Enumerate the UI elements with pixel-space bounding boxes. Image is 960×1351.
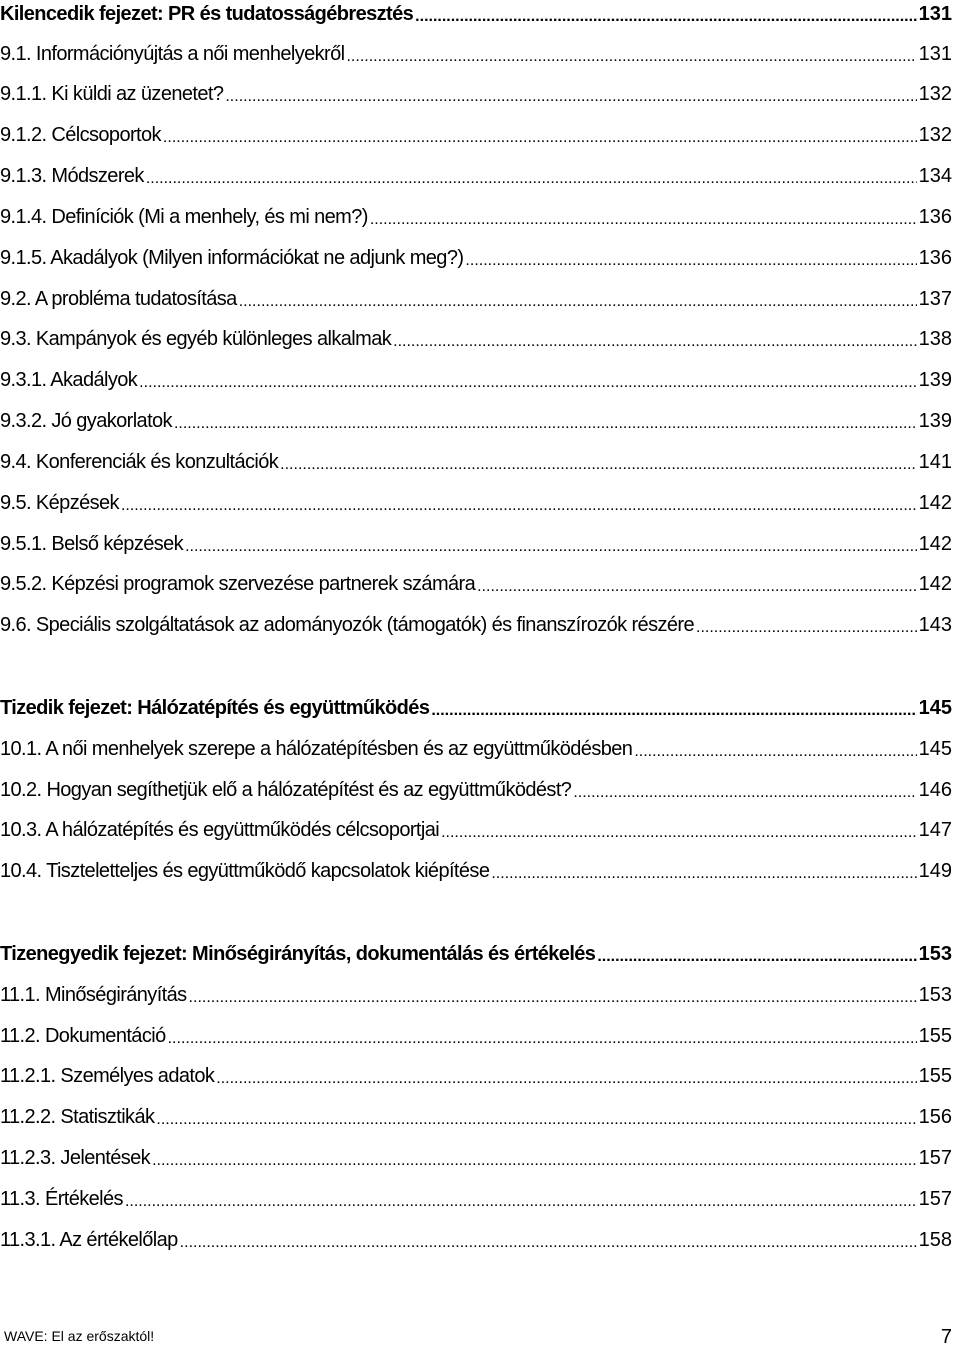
toc-entry[interactable] <box>0 731 960 761</box>
toc-leader-dots <box>491 859 916 883</box>
toc-page-number: 136 <box>918 206 952 228</box>
toc-page-number: 157 <box>918 1188 952 1210</box>
toc-page-number: 138 <box>918 328 952 350</box>
toc-entry-title: 9.3.1. Akadályok <box>0 369 138 391</box>
toc-entry-title: 9.1.4. Definíciók (Mi a menhely, és mi nem?) <box>0 206 368 228</box>
footer-title: WAVE: El az erőszaktól! <box>4 1328 155 1344</box>
toc-leader-dots <box>477 572 917 596</box>
toc-page-number: 145 <box>918 697 952 719</box>
toc-entry[interactable] <box>0 76 960 106</box>
toc-entry[interactable] <box>0 1181 960 1211</box>
toc-entry-title: 11.2.3. Jelentések <box>0 1147 151 1169</box>
toc-entry-title: 9.1. Információnyújtás a női menhelyekről <box>0 43 345 65</box>
toc-entry[interactable] <box>0 485 960 515</box>
toc-page-number: 145 <box>918 738 952 760</box>
toc-page-number: 132 <box>918 83 952 105</box>
toc-entry[interactable] <box>0 321 960 351</box>
toc-entry[interactable] <box>0 1222 960 1252</box>
toc-leader-dots <box>239 287 917 311</box>
footer-page-number: 7 <box>940 1326 952 1348</box>
toc-page-number: 153 <box>918 984 952 1006</box>
toc-leader-dots <box>139 368 916 392</box>
toc-entry-title: 9.3. Kampányok és egyéb különleges alkalmak <box>0 328 392 350</box>
toc-page-number: 132 <box>918 124 952 146</box>
toc-page-number: 131 <box>918 3 952 25</box>
toc-entry-title: 11.1. Minőségirányítás <box>0 984 187 1006</box>
toc-entry-title: 9.5.1. Belső képzések <box>0 533 184 555</box>
toc-entry[interactable] <box>0 444 960 474</box>
toc-page-number: 139 <box>918 410 952 432</box>
toc-leader-dots <box>370 205 917 229</box>
toc-leader-dots <box>441 818 917 842</box>
toc-leader-dots <box>156 1105 916 1129</box>
toc-leader-dots <box>146 164 917 188</box>
toc-entry[interactable] <box>0 772 960 802</box>
toc-leader-dots <box>346 42 916 66</box>
toc-chapter-heading[interactable] <box>0 690 960 720</box>
toc-page-number: 158 <box>918 1229 952 1251</box>
toc-leader-dots <box>225 82 916 106</box>
toc-entry-title: 11.2. Dokumentáció <box>0 1025 166 1047</box>
toc-entry-title: Tizedik fejezet: Hálózatépítés és együttműködés <box>0 697 430 719</box>
toc-entry-title: 11.3.1. Az értékelőlap <box>0 1229 178 1251</box>
toc-entry-title: 9.3.2. Jó gyakorlatok <box>0 410 172 432</box>
toc-leader-dots <box>634 737 916 761</box>
toc-entry[interactable] <box>0 158 960 188</box>
toc-leader-dots <box>597 942 916 966</box>
toc-page-number: 157 <box>918 1147 952 1169</box>
toc-chapter-heading[interactable] <box>0 936 960 966</box>
toc-leader-dots <box>216 1064 916 1088</box>
toc-entry-title: 9.2. A probléma tudatosítása <box>0 288 237 310</box>
toc-entry-title: Kilencedik fejezet: PR és tudatosságébresztés <box>0 3 414 25</box>
toc-entry[interactable] <box>0 117 960 147</box>
toc-page-number: 155 <box>918 1025 952 1047</box>
toc-page-number: 136 <box>918 247 952 269</box>
toc-page-number: 143 <box>918 614 952 636</box>
toc-entry-title: 9.1.1. Ki küldi az üzenetet? <box>0 83 224 105</box>
toc-leader-dots <box>573 778 916 802</box>
toc-entry-title: 9.1.3. Módszerek <box>0 165 144 187</box>
toc-entry[interactable] <box>0 1140 960 1170</box>
toc-entry-title: 9.5. Képzések <box>0 492 119 514</box>
toc-page-number: 137 <box>918 288 952 310</box>
toc-entry-title: 10.3. A hálózatépítés és együttműködés célcsoportjai <box>0 819 440 841</box>
toc-leader-dots <box>696 613 917 637</box>
toc-entry-title: 11.2.1. Személyes adatok <box>0 1065 215 1087</box>
toc-page-number: 147 <box>918 819 952 841</box>
toc-page-number: 146 <box>918 779 952 801</box>
toc-page-number: 131 <box>918 43 952 65</box>
toc-entry-title: 9.1.5. Akadályok (Milyen információkat ne adjunk meg?) <box>0 247 464 269</box>
toc-entry[interactable] <box>0 403 960 433</box>
toc-entry[interactable] <box>0 812 960 842</box>
toc-leader-dots <box>280 450 916 474</box>
toc-entry[interactable] <box>0 607 960 637</box>
toc-entry[interactable] <box>0 566 960 596</box>
toc-leader-dots <box>415 2 916 26</box>
toc-entry[interactable] <box>0 1058 960 1088</box>
toc-chapter-heading[interactable] <box>0 0 960 26</box>
toc-leader-dots <box>393 327 917 351</box>
toc-entry-title: 10.1. A női menhelyek szerepe a hálózatépítésben és az együttműködésben <box>0 738 633 760</box>
toc-entry[interactable] <box>0 240 960 270</box>
toc-entry[interactable] <box>0 853 960 883</box>
toc-entry[interactable] <box>0 1018 960 1048</box>
toc-leader-dots <box>152 1146 917 1170</box>
toc-page-number: 149 <box>918 860 952 882</box>
toc-leader-dots <box>121 491 917 515</box>
toc-page-number: 155 <box>918 1065 952 1087</box>
toc-page-number: 156 <box>918 1106 952 1128</box>
toc-entry[interactable] <box>0 199 960 229</box>
toc-entry-title: 10.2. Hogyan segíthetjük elő a hálózatépítést és az együttműködést? <box>0 779 572 801</box>
toc-entry-title: 9.4. Konferenciák és konzultációk <box>0 451 279 473</box>
toc-page-number: 142 <box>918 492 952 514</box>
toc-page-number: 153 <box>918 943 952 965</box>
toc-entry-title: 10.4. Tiszteletteljes és együttműködő kapcsolatok kiépítése <box>0 860 490 882</box>
toc-page-number: 139 <box>918 369 952 391</box>
toc-leader-dots <box>125 1187 917 1211</box>
toc-entry[interactable] <box>0 526 960 556</box>
toc-page-number: 142 <box>918 573 952 595</box>
toc-page-number: 134 <box>918 165 952 187</box>
toc-page-number: 141 <box>918 451 952 473</box>
toc-leader-dots <box>185 532 917 556</box>
toc-entry-title: 9.5.2. Képzési programok szervezése partnerek számára <box>0 573 476 595</box>
toc-leader-dots <box>465 246 916 270</box>
toc-leader-dots <box>189 983 917 1007</box>
toc-entry[interactable] <box>0 977 960 1007</box>
toc-entry[interactable] <box>0 1099 960 1129</box>
toc-entry[interactable] <box>0 362 960 392</box>
toc-entry-title: 9.6. Speciális szolgáltatások az adományozók (támogatók) és finanszírozók részére <box>0 614 694 636</box>
toc-entry-title: Tizenegyedik fejezet: Minőségirányítás, dokumentálás és értékelés <box>0 943 596 965</box>
toc-entry-title: 9.1.2. Célcsoportok <box>0 124 161 146</box>
toc-leader-dots <box>180 1228 917 1252</box>
toc-entry[interactable] <box>0 36 960 66</box>
toc-leader-dots <box>174 409 917 433</box>
toc-page-number: 142 <box>918 533 952 555</box>
toc-entry-title: 11.3. Értékelés <box>0 1188 123 1210</box>
toc-leader-dots <box>168 1024 917 1048</box>
toc-leader-dots <box>431 696 916 720</box>
toc-leader-dots <box>163 123 917 147</box>
toc-entry-title: 11.2.2. Statisztikák <box>0 1106 155 1128</box>
toc-entry[interactable] <box>0 281 960 311</box>
